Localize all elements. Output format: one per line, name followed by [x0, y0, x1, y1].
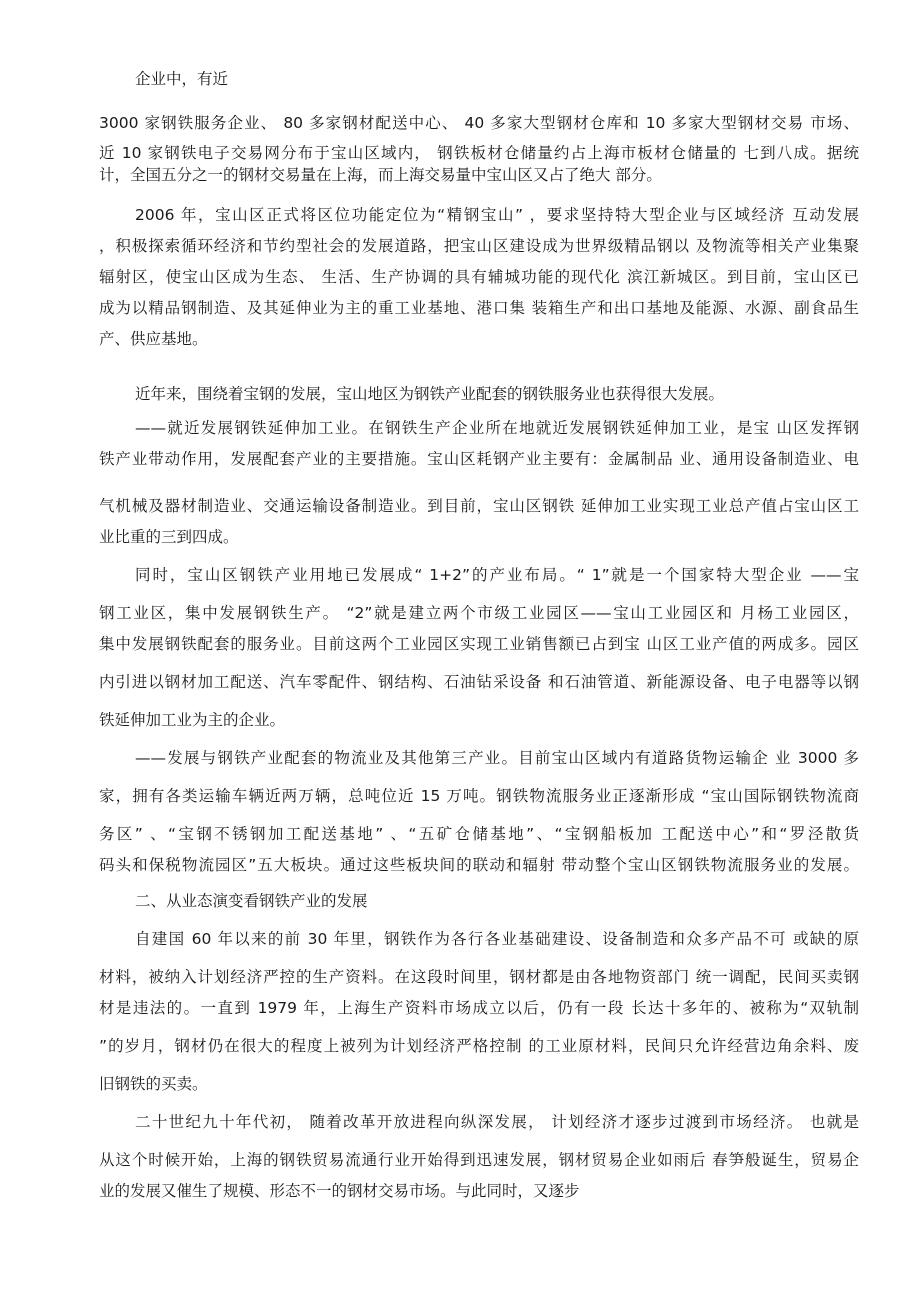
text-line: ，积极探索循环经济和节约型社会的发展道路，把宝山区建设成为世界级精品钢以 及物流等相关产业集聚: [99, 237, 859, 255]
text-line: 企业中，有近: [135, 70, 229, 88]
text-line: 同时，宝山区钢铁产业用地已发展成“ 1+2”的产业布局。“ 1”就是一个国家特大型企业 ——宝: [135, 566, 859, 584]
text-line: 材是违法的。一直到 1979 年，上海生产资料市场成立以后，仍有一段 长达十多年的、被称为“双轨制: [99, 999, 859, 1017]
text-line: 自建国 60 年以来的前 30 年里，钢铁作为各行各业基础建设、设备制造和众多产品不可 或缺的原: [135, 930, 859, 948]
text-line: 产、供应基地。: [99, 330, 208, 348]
text-line: ——就近发展钢铁延伸加工业。在钢铁生产企业所在地就近发展钢铁延伸加工业，是宝 山区发挥钢: [135, 419, 859, 437]
text-line: 成为以精品钢制造、及其延伸业为主的重工业基地、港口集 装箱生产和出口基地及能源、水源、副食品生: [99, 299, 859, 317]
text-line: 码头和保税物流园区”五大板块。通过这些板块间的联动和辐射 带动整个宝山区钢铁物流服务业的发展。: [99, 856, 859, 874]
text-line: 铁产业带动作用，发展配套产业的主要措施。宝山区耗钢产业主要有：金属制品 业、通用设备制造业、电: [99, 450, 859, 468]
text-line: 计，全国五分之一的钢材交易量在上海，而上海交易量中宝山区又占了绝大 部分。: [99, 166, 662, 184]
text-line: 气机械及器材制造业、交通运输设备制造业。到目前，宝山区钢铁 延伸加工业实现工业总产值占宝山区工: [99, 497, 859, 515]
text-line: 从这个时候开始，上海的钢铁贸易流通行业开始得到迅速发展，钢材贸易企业如雨后 春笋般诞生，贸易企: [99, 1151, 859, 1169]
text-line: 务区” 、“宝钢不锈钢加工配送基地” 、“五矿仓储基地”、“宝钢船板加 工配送中心”和“罗泾散货: [99, 825, 859, 843]
text-line: 二十世纪九十年代初， 随着改革开放进程向纵深发展， 计划经济才逐步过渡到市场经济。 也就是: [135, 1113, 859, 1131]
text-line: 家，拥有各类运输车辆近两万辆，总吨位近 15 万吨。钢铁物流服务业正逐渐形成 “宝山国际钢铁物流商: [99, 787, 859, 805]
text-line: 钢工业区，集中发展钢铁生产。 “2”就是建立两个市级工业园区——宝山工业园区和 月杨工业园区，: [99, 604, 859, 622]
text-line: 集中发展钢铁配套的服务业。目前这两个工业园区实现工业销售额已占到宝 山区工业产值的两成多。园区: [99, 635, 859, 653]
text-line: 近 10 家钢铁电子交易网分布于宝山区域内， 钢铁板材仓储量约占上海市板材仓储量的 七到八成。据统: [99, 144, 859, 162]
text-line: 材料，被纳入计划经济严控的生产资料。在这段时间里，钢材都是由各地物资部门 统一调配，民间买卖钢: [99, 968, 859, 986]
text-line: 2006 年，宝山区正式将区位功能定位为“精钢宝山” ，要求坚持特大型企业与区域经济 互动发展: [135, 206, 859, 224]
text-line: 3000 家钢铁服务企业、 80 多家钢材配送中心、 40 多家大型钢材仓库和 10 多家大型钢材交易 市场、: [99, 114, 859, 132]
text-line: 业比重的三到四成。: [99, 528, 239, 546]
text-line: 近年来，围绕着宝钢的发展，宝山地区为钢铁产业配套的钢铁服务业也获得很大发展。: [135, 385, 725, 403]
text-line: 内引进以钢材加工配送、汽车零配件、钢结构、石油钻采设备 和石油管道、新能源设备、电子电器等以钢: [99, 673, 859, 691]
section-heading: 二、从业态演变看钢铁产业的发展: [135, 892, 368, 910]
text-line: 辐射区，使宝山区成为生态、 生活、生产协调的具有辅城功能的现代化 滨江新城区。到目前，宝山区已: [99, 268, 859, 286]
text-line: ——发展与钢铁产业配套的物流业及其他第三产业。目前宝山区域内有道路货物运输企 业 3000 多: [135, 749, 859, 767]
text-line: ”的岁月，钢材仍在很大的程度上被列为计划经济严格控制 的工业原材料，民间只允许经营边角余料、废: [99, 1037, 859, 1055]
text-line: 旧钢铁的买卖。: [99, 1075, 208, 1093]
text-line: 铁延伸加工业为主的企业。: [99, 711, 286, 729]
text-line: 业的发展又催生了规模、形态不一的钢材交易市场。与此同时，又逐步: [99, 1182, 580, 1200]
